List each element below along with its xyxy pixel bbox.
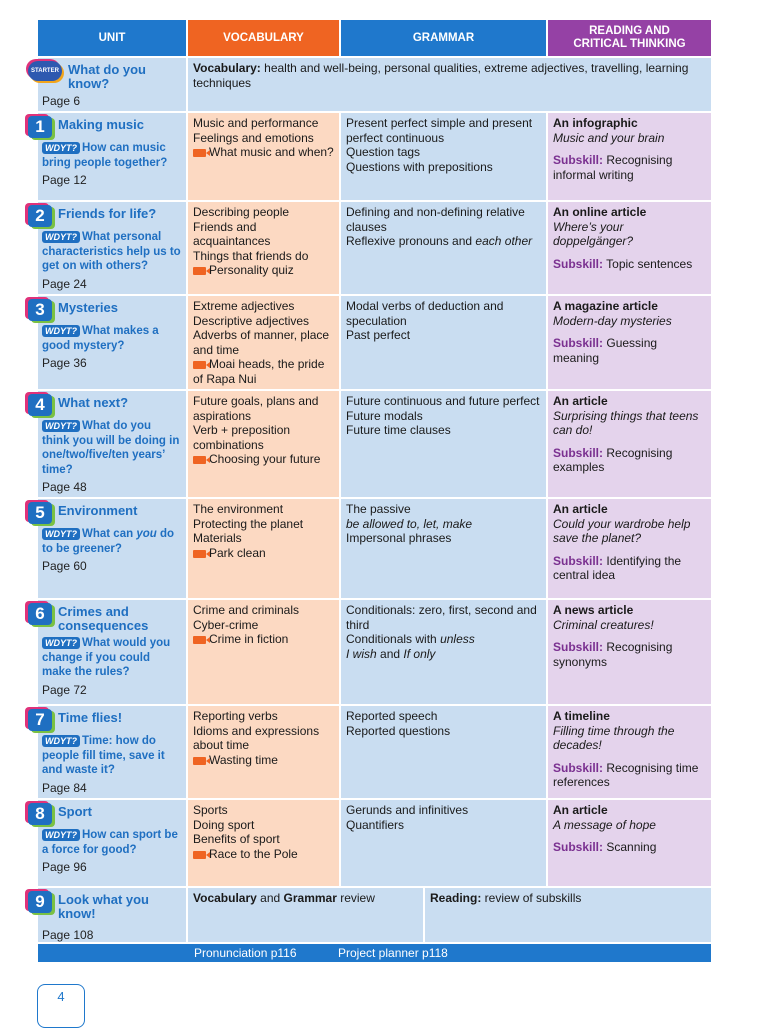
review-reading-bold: Reading: bbox=[430, 891, 482, 905]
review-vocab-bold: Vocabulary bbox=[193, 891, 257, 905]
wdyt-question: What do you think you will be doing in one/two/five/ten years’ time? bbox=[42, 420, 180, 476]
grammar-item: Modal verbs of deduction and speculation bbox=[346, 299, 504, 328]
grammar-item: Conditionals: zero, first, second and third bbox=[346, 603, 537, 632]
grammar-item: Questions with prepositions bbox=[346, 159, 493, 174]
header-reading bbox=[548, 20, 711, 56]
subskill-text: Scanning bbox=[606, 840, 657, 855]
wdyt-tag: WDYT? bbox=[42, 829, 80, 841]
video-title: What music and when? bbox=[209, 145, 334, 160]
subskill-text: Topic sentences bbox=[606, 256, 693, 271]
reading-text-title: Where’s your doppelgänger? bbox=[553, 219, 634, 249]
wdyt-tag: WDYT? bbox=[42, 420, 80, 432]
reading-text-type: A magazine article bbox=[553, 299, 658, 313]
vocab-cell bbox=[188, 706, 341, 798]
video-item[interactable] bbox=[193, 263, 334, 278]
vocab-cell bbox=[188, 600, 341, 704]
unit-cell bbox=[35, 600, 188, 704]
vocab-item: Materials bbox=[193, 531, 242, 546]
unit-number-badge-icon: 6 bbox=[28, 603, 52, 625]
subskill-text: Recognising time references bbox=[553, 760, 699, 790]
video-camera-icon bbox=[193, 757, 206, 765]
video-camera-icon bbox=[193, 456, 206, 464]
wdyt-question: What would you change if you could make the rules? bbox=[42, 637, 171, 678]
grammar-item: Gerunds and infinitives bbox=[346, 803, 469, 817]
vocab-item: Idioms and expressions about time bbox=[193, 723, 320, 753]
wdyt-tag: WDYT? bbox=[42, 528, 80, 540]
unit-cell bbox=[35, 706, 188, 798]
grammar-italic: unless bbox=[440, 632, 475, 647]
grammar-cell bbox=[341, 391, 548, 497]
table-header bbox=[38, 20, 711, 58]
subskill-text: Guessing meaning bbox=[553, 336, 658, 365]
grammar-italic: I wish bbox=[346, 646, 377, 661]
unit-title[interactable] bbox=[58, 299, 118, 315]
unit-title-line: know! bbox=[58, 906, 96, 921]
grammar-item bbox=[346, 647, 541, 662]
wdyt-block bbox=[42, 734, 181, 778]
unit-number-badge-icon: 7 bbox=[28, 709, 52, 731]
unit-number-badge-icon: 9 bbox=[28, 891, 52, 913]
grammar-item: Defining and non-defining relative clauses bbox=[346, 205, 525, 234]
wdyt-block bbox=[42, 828, 181, 857]
page-reference: Page 6 bbox=[42, 94, 81, 108]
unit-title-line: What next? bbox=[58, 395, 129, 410]
unit-title[interactable] bbox=[58, 709, 122, 725]
page-reference: Page 72 bbox=[42, 682, 87, 697]
wdyt-question-italic: you bbox=[136, 528, 157, 540]
grammar-item: Quantifiers bbox=[346, 817, 405, 832]
unit-title-line: Look what you bbox=[58, 892, 149, 907]
unit-number-badge-icon: 1 bbox=[28, 116, 52, 138]
review-reading-cell bbox=[425, 888, 711, 942]
starter-vocab-cell bbox=[188, 58, 711, 111]
wdyt-question: What makes a good mystery? bbox=[42, 325, 159, 352]
unit-cell bbox=[35, 202, 188, 294]
page-reference: Page 12 bbox=[42, 173, 87, 187]
grammar-italic: If only bbox=[403, 646, 436, 661]
unit-title-line: know? bbox=[68, 76, 110, 91]
wdyt-tag: WDYT? bbox=[42, 325, 80, 337]
unit-cell bbox=[35, 296, 188, 389]
wdyt-question-pre: What can bbox=[82, 528, 137, 540]
unit-row bbox=[35, 800, 711, 888]
reading-cell bbox=[548, 499, 711, 598]
subskill bbox=[553, 640, 706, 669]
reading-text-type: An article bbox=[553, 803, 608, 817]
unit-title-line: consequences bbox=[58, 618, 149, 633]
header-grammar: GRAMMAR bbox=[341, 20, 548, 56]
video-title: Moai heads, the pride of Rapa Nui bbox=[193, 357, 325, 386]
unit-number-badge-icon: 2 bbox=[28, 205, 52, 227]
subskill bbox=[553, 446, 706, 475]
unit-number-badge-icon: 8 bbox=[28, 803, 52, 825]
vocab-item: Feelings and emotions bbox=[193, 130, 314, 145]
video-item[interactable] bbox=[193, 357, 334, 386]
vocab-item: Cyber-crime bbox=[193, 617, 259, 632]
vocab-item: Benefits of sport bbox=[193, 832, 280, 847]
page-reference: Page 60 bbox=[42, 559, 87, 573]
unit-title[interactable] bbox=[58, 205, 156, 221]
page-reference: Page 96 bbox=[42, 860, 87, 874]
grammar-cell bbox=[341, 202, 548, 294]
vocab-item: Music and performance bbox=[193, 116, 319, 130]
vocab-item: Adverbs of manner, place and time bbox=[193, 328, 330, 357]
reading-text-type: An article bbox=[553, 502, 608, 516]
vocab-item: Reporting verbs bbox=[193, 709, 278, 723]
grammar-cell bbox=[341, 800, 548, 886]
vocab-item: Descriptive adjectives bbox=[193, 313, 310, 328]
unit-title-line: What do you bbox=[68, 62, 146, 77]
reading-text-title: Music and your brain bbox=[553, 130, 665, 145]
unit-title-line: Sport bbox=[58, 804, 92, 819]
vocab-item: Protecting the planet bbox=[193, 516, 304, 531]
reading-cell bbox=[548, 202, 711, 294]
wdyt-block bbox=[42, 419, 181, 477]
vocab-item: Extreme adjectives bbox=[193, 299, 295, 313]
contents-table bbox=[31, 20, 711, 962]
units-list bbox=[35, 113, 711, 888]
video-item[interactable] bbox=[193, 632, 334, 647]
video-title: Park clean bbox=[209, 545, 266, 560]
page-reference: Page 48 bbox=[42, 480, 87, 494]
reading-cell bbox=[548, 391, 711, 497]
grammar-item: The passive bbox=[346, 502, 411, 516]
unit-row bbox=[35, 600, 711, 706]
unit-row bbox=[35, 113, 711, 202]
unit-number-badge-icon: 3 bbox=[28, 299, 52, 321]
vocab-cell bbox=[188, 391, 341, 497]
grammar-cell bbox=[341, 706, 548, 798]
grammar-item: Future modals bbox=[346, 408, 423, 423]
wdyt-tag: WDYT? bbox=[42, 142, 80, 154]
wdyt-block bbox=[42, 141, 181, 170]
video-item[interactable] bbox=[193, 546, 334, 561]
review-row bbox=[35, 888, 711, 944]
reading-text-type: A news article bbox=[553, 603, 634, 617]
vocab-item: Friends and acquaintances bbox=[193, 219, 271, 249]
unit-title[interactable] bbox=[58, 394, 128, 410]
project-planner-link[interactable]: Project planner p118 bbox=[338, 946, 448, 960]
unit-title[interactable] bbox=[58, 603, 148, 633]
vocab-item: Future goals, plans and aspirations bbox=[193, 394, 319, 423]
reading-cell bbox=[548, 600, 711, 704]
review-and: and bbox=[256, 891, 284, 905]
wdyt-tag: WDYT? bbox=[42, 231, 80, 243]
footer-bar bbox=[38, 944, 711, 962]
unit-row bbox=[35, 296, 711, 391]
grammar-item bbox=[346, 632, 541, 647]
reading-cell bbox=[548, 296, 711, 389]
grammar-item: Question tags bbox=[346, 145, 421, 160]
unit-row bbox=[35, 706, 711, 800]
unit-cell bbox=[35, 113, 188, 200]
page-reference: Page 24 bbox=[42, 276, 87, 291]
wdyt-tag: WDYT? bbox=[42, 637, 80, 649]
wdyt-question: What personal characteristics help us to get on with others? bbox=[42, 231, 181, 272]
review-text: review bbox=[336, 891, 375, 905]
wdyt-block bbox=[42, 324, 181, 353]
grammar-italic: each other bbox=[475, 234, 533, 249]
reading-text-title: A message of hope bbox=[553, 817, 656, 832]
header-reading-line2: CRITICAL THINKING bbox=[573, 38, 686, 50]
vocab-item: The environment bbox=[193, 502, 284, 516]
vocab-item: Sports bbox=[193, 803, 228, 817]
wdyt-block bbox=[42, 636, 181, 680]
wdyt-block bbox=[42, 230, 181, 274]
starter-unit-cell bbox=[31, 58, 188, 111]
video-title: Choosing your future bbox=[209, 452, 321, 467]
reading-cell bbox=[548, 706, 711, 798]
vocab-cell bbox=[188, 499, 341, 598]
subskill bbox=[553, 257, 706, 272]
wdyt-question: How can sport be a force for good? bbox=[42, 829, 178, 856]
video-item[interactable] bbox=[193, 753, 334, 768]
wdyt-question-post: do to be greener? bbox=[42, 528, 175, 555]
reading-text-title: Could your wardrobe help save the planet? bbox=[553, 516, 691, 546]
unit-number-badge-icon: 5 bbox=[28, 502, 52, 524]
unit-title[interactable] bbox=[58, 803, 92, 819]
video-title: Wasting time bbox=[209, 752, 278, 767]
grammar-cell bbox=[341, 600, 548, 704]
vocab-cell bbox=[188, 202, 341, 294]
vocab-item: Crime and criminals bbox=[193, 603, 300, 617]
unit-title-line: Environment bbox=[58, 503, 138, 518]
video-camera-icon bbox=[193, 267, 206, 275]
subskill-label: Subskill: bbox=[553, 336, 604, 351]
subskill-label: Subskill: bbox=[553, 760, 604, 775]
unit-title[interactable] bbox=[58, 891, 149, 921]
page-number: 4 bbox=[37, 984, 85, 1028]
video-title: Crime in fiction bbox=[209, 632, 289, 647]
unit-title-line: Friends for life? bbox=[58, 206, 157, 221]
reading-text-title: Surprising things that teens can do! bbox=[553, 408, 699, 438]
review-reading-text: review of subskills bbox=[481, 891, 582, 905]
unit-title[interactable] bbox=[68, 61, 146, 91]
grammar-item: Reported questions bbox=[346, 723, 451, 738]
reading-text-type: An infographic bbox=[553, 116, 638, 130]
video-camera-icon bbox=[193, 149, 206, 157]
unit-title-line: Time flies! bbox=[58, 710, 123, 725]
starter-row bbox=[31, 58, 711, 113]
grammar-item: Present perfect simple and present perfect continuous bbox=[346, 116, 533, 145]
unit-title[interactable] bbox=[58, 502, 137, 518]
header-reading-line1: READING AND bbox=[589, 25, 670, 37]
starter-vocab-label: Vocabulary: bbox=[193, 61, 261, 75]
subskill-text: Recognising synonyms bbox=[553, 640, 673, 669]
grammar-item bbox=[346, 234, 541, 249]
video-camera-icon bbox=[193, 636, 206, 644]
grammar-cell bbox=[341, 113, 548, 200]
reading-text-title: Criminal creatures! bbox=[553, 617, 654, 632]
vocab-item: Things that friends do bbox=[193, 248, 309, 263]
reading-cell bbox=[548, 800, 711, 886]
vocab-item: Describing people bbox=[193, 205, 290, 219]
unit-title-line: Making music bbox=[58, 117, 144, 132]
header-unit: UNIT bbox=[38, 20, 188, 56]
review-vg-cell bbox=[188, 888, 425, 942]
subskill-label: Subskill: bbox=[553, 445, 604, 460]
vocab-cell bbox=[188, 296, 341, 389]
subskill-text: Recognising informal writing bbox=[553, 153, 673, 182]
grammar-italic: be allowed to, let, make bbox=[346, 516, 473, 531]
unit-title-line: Crimes and bbox=[58, 604, 129, 619]
grammar-item: Reported speech bbox=[346, 709, 438, 723]
unit-row bbox=[35, 499, 711, 600]
reading-text-title: Filling time through the decades! bbox=[553, 723, 675, 753]
subskill bbox=[553, 840, 706, 855]
unit-row bbox=[35, 202, 711, 296]
grammar-item: Impersonal phrases bbox=[346, 531, 452, 546]
review-grammar-bold: Grammar bbox=[283, 891, 337, 905]
unit-title[interactable] bbox=[58, 116, 144, 132]
grammar-item: Future time clauses bbox=[346, 423, 451, 438]
wdyt-block bbox=[42, 527, 181, 556]
video-camera-icon bbox=[193, 361, 206, 369]
reading-text-title: Modern-day mysteries bbox=[553, 313, 672, 328]
grammar-item: Past perfect bbox=[346, 328, 411, 343]
grammar-text: Conditionals with bbox=[346, 632, 441, 647]
unit-number-badge-icon: 4 bbox=[28, 394, 52, 416]
subskill bbox=[553, 761, 706, 790]
video-item[interactable] bbox=[193, 145, 334, 160]
reading-text-type: An online article bbox=[553, 205, 647, 219]
grammar-item: Future continuous and future perfect bbox=[346, 394, 540, 408]
video-item[interactable] bbox=[193, 847, 334, 862]
reading-text-type: An article bbox=[553, 394, 608, 408]
starter-badge-icon: STARTER bbox=[28, 61, 62, 81]
subskill bbox=[553, 336, 706, 365]
unit-cell bbox=[35, 800, 188, 886]
page-reference: Page 84 bbox=[42, 780, 87, 795]
video-camera-icon bbox=[193, 851, 206, 859]
video-title: Race to the Pole bbox=[209, 846, 298, 861]
unit-cell bbox=[35, 391, 188, 497]
video-title: Personality quiz bbox=[209, 263, 294, 278]
unit-title-line: Mysteries bbox=[58, 300, 118, 315]
grammar-text: Reflexive pronouns and bbox=[346, 234, 476, 249]
subskill bbox=[553, 153, 706, 182]
grammar-item bbox=[346, 517, 541, 532]
subskill-label: Subskill: bbox=[553, 256, 604, 271]
subskill-label: Subskill: bbox=[553, 640, 604, 655]
pronunciation-link[interactable]: Pronunciation p116 bbox=[194, 946, 297, 960]
page-reference: Page 108 bbox=[42, 928, 94, 942]
video-camera-icon bbox=[193, 550, 206, 558]
grammar-cell bbox=[341, 296, 548, 389]
reading-cell bbox=[548, 113, 711, 200]
review-unit-cell bbox=[35, 888, 188, 942]
wdyt-question: Time: how do people fill time, save it and waste it? bbox=[42, 735, 165, 776]
vocab-item: Verb + preposition combinations bbox=[193, 423, 291, 452]
video-item[interactable] bbox=[193, 452, 334, 467]
page-reference: Page 36 bbox=[42, 356, 87, 370]
vocab-item: Doing sport bbox=[193, 817, 255, 832]
vocab-cell bbox=[188, 800, 341, 886]
subskill bbox=[553, 554, 706, 583]
grammar-cell bbox=[341, 499, 548, 598]
starter-vocab-text: health and well-being, personal qualities, extreme adjectives, travelling, learning techniques bbox=[193, 61, 689, 90]
subskill-text: Identifying the central idea bbox=[553, 553, 682, 583]
reading-text-type: A timeline bbox=[553, 709, 610, 723]
unit-cell bbox=[35, 499, 188, 598]
vocab-cell bbox=[188, 113, 341, 200]
subskill-label: Subskill: bbox=[553, 840, 604, 855]
unit-row bbox=[35, 391, 711, 499]
subskill-label: Subskill: bbox=[553, 553, 604, 568]
grammar-text: and bbox=[376, 646, 404, 661]
subskill-text: Recognising examples bbox=[553, 445, 673, 475]
wdyt-tag: WDYT? bbox=[42, 735, 80, 747]
header-vocabulary: VOCABULARY bbox=[188, 20, 341, 56]
wdyt-question: How can music bring people together? bbox=[42, 142, 168, 169]
subskill-label: Subskill: bbox=[553, 153, 604, 168]
